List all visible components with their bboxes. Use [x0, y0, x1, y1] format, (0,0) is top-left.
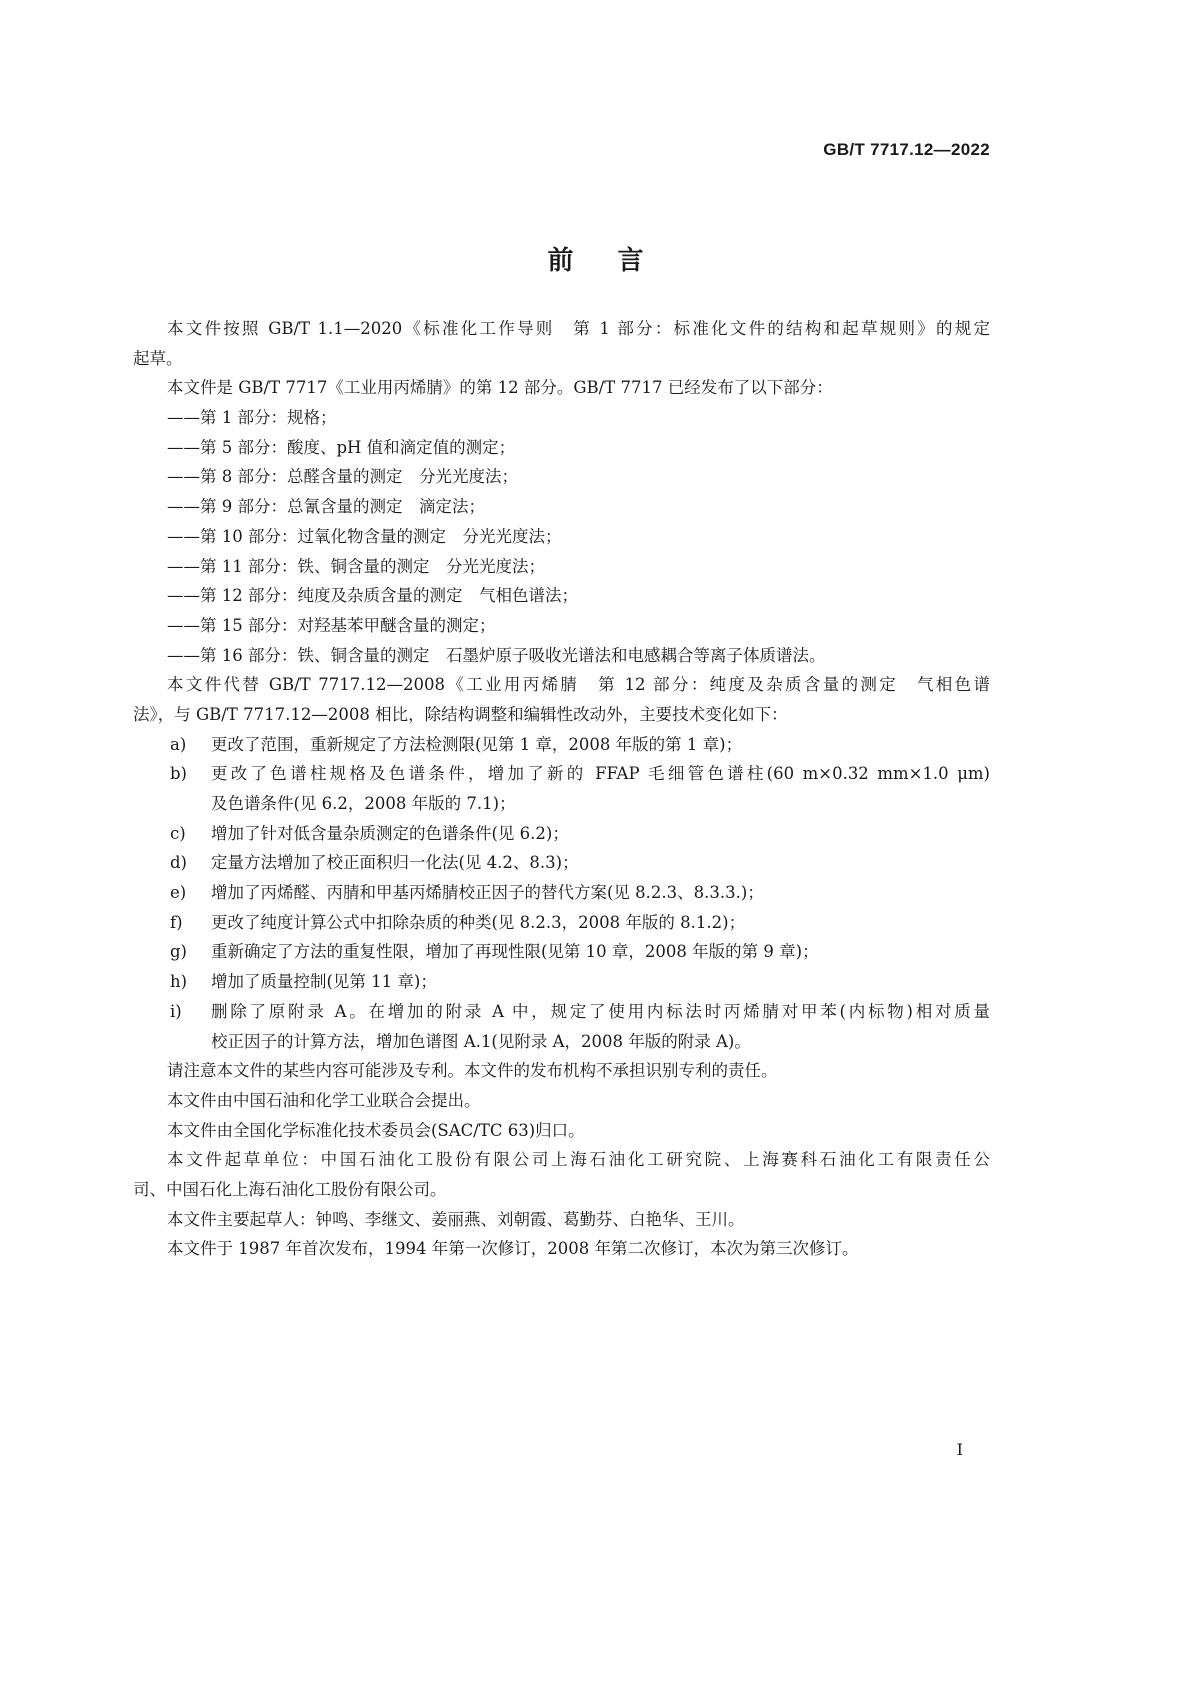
change-item-text: 更改了纯度计算公式中扣除杂质的种类(见 8.2.3，2008 年版的 8.1.2)；: [211, 912, 746, 932]
change-item-label: i): [170, 1001, 182, 1021]
paragraph-line: 法》，与 GB/T 7717.12—2008 相比，除结构调整和编辑性改动外，主要技术变化如下：: [133, 704, 788, 724]
change-item-text: 定量方法增加了校正面积归一化法(见 4.2、8.3)；: [211, 853, 579, 873]
change-item-label: f): [170, 912, 183, 932]
change-item-text: 增加了针对低含量杂质测定的色谱条件(见 6.2)；: [211, 823, 569, 843]
standard-number: GB/T 7717.12—2022: [823, 140, 990, 159]
document-body: [133, 314, 990, 1264]
parts-list: [133, 403, 990, 670]
paragraph: 本文件主要起草人：钟鸣、李继文、姜丽燕、刘朝霞、葛勤芬、白艳华、王川。: [167, 1209, 745, 1229]
parts-list-item: ——第 11 部分：铁、铜含量的测定 分光光度法；: [167, 556, 545, 576]
paragraph-line: 司、中国石化上海石油化工股份有限公司。: [133, 1179, 447, 1199]
paragraph-line: 起草。: [133, 348, 183, 368]
change-item-label: d): [170, 853, 187, 873]
change-item-label: g): [170, 942, 187, 962]
change-item: [133, 878, 990, 908]
change-item: [133, 937, 990, 967]
change-item: [133, 789, 990, 819]
paragraph: 本文件由全国化学标准化技术委员会(SAC/TC 63)归口。: [167, 1120, 585, 1140]
change-item-label: a): [170, 734, 187, 754]
paragraph-line: 本文件代替 GB/T 7717.12—2008《工业用丙烯腈 第 12 部分：纯度及杂质含量的测定 气相色谱: [167, 675, 990, 695]
paragraph: 本文件于 1987 年首次发布，1994 年第一次修订，2008 年第二次修订，本次为第三次修订。: [167, 1239, 859, 1259]
parts-list-item: ——第 1 部分：规格；: [167, 408, 337, 428]
change-item-text: 重新确定了方法的重复性限，增加了再现性限(见第 10 章，2008 年版的第 9 章)；: [211, 942, 819, 962]
paragraph-line: 本文件按照 GB/T 1.1—2020《标准化工作导则 第 1 部分：标准化文件的结构和起草规则》的规定: [167, 319, 990, 338]
change-item: [133, 908, 990, 938]
change-item: [133, 967, 990, 997]
change-item: [133, 997, 990, 1027]
parts-list-item: ——第 9 部分：总氰含量的测定 滴定法；: [167, 497, 485, 517]
parts-list-item: ——第 8 部分：总醛含量的测定 分光光度法；: [167, 467, 518, 487]
change-item-text: 及色谱条件(见 6.2，2008 年版的 7.1)；: [211, 794, 516, 813]
change-item-label: b): [170, 764, 187, 784]
change-item-label: c): [170, 823, 186, 843]
parts-list-item: ——第 5 部分：酸度、pH 值和滴定值的测定；: [167, 437, 516, 457]
parts-list-item: ——第 15 部分：对羟基苯甲醚含量的测定；: [167, 615, 496, 635]
change-item: [133, 848, 990, 878]
change-item: [133, 1027, 990, 1057]
paragraph: 请注意本文件的某些内容可能涉及专利。本文件的发布机构不承担识别专利的责任。: [167, 1061, 778, 1081]
change-item-text: 更改了范围，重新规定了方法检测限(见第 1 章，2008 年版的第 1 章)；: [211, 734, 743, 754]
paragraph-line: 本文件起草单位：中国石油化工股份有限公司上海石油化工研究院、上海赛科石油化工有限责任公: [167, 1150, 990, 1170]
change-item-text: 增加了质量控制(见第 11 章)；: [211, 972, 437, 992]
change-item-text: 更改了色谱柱规格及色谱条件，增加了新的 FFAP 毛细管色谱柱(60 m×0.32 mm×1.0 μm): [211, 764, 990, 784]
change-item: [133, 819, 990, 849]
change-item-text: 增加了丙烯醛、丙腈和甲基丙烯腈校正因子的替代方案(见 8.2.3、8.3.3.)；: [211, 883, 764, 903]
change-item: [133, 759, 990, 789]
change-item: [133, 730, 990, 760]
paragraph: 本文件是 GB/T 7717《工业用丙烯腈》的第 12 部分。GB/T 7717 已经发布了以下部分：: [167, 378, 833, 398]
change-item-text: 删除了原附录 A。在增加的附录 A 中，规定了使用内标法时丙烯腈对甲苯(内标物)相对质量: [211, 1001, 990, 1021]
paragraph: 本文件由中国石油和化学工业联合会提出。: [167, 1090, 481, 1110]
changes-list: [133, 730, 990, 1057]
page-number: I: [956, 1440, 963, 1459]
change-item-label: h): [170, 972, 188, 992]
parts-list-item: ——第 10 部分：过氧化物含量的测定 分光光度法；: [167, 526, 562, 546]
page-title: 前言: [547, 246, 688, 276]
change-item-label: e): [170, 883, 187, 903]
change-item-text: 校正因子的计算方法，增加色谱图 A.1(见附录 A，2008 年版的附录 A)。: [211, 1031, 751, 1051]
parts-list-item: ——第 16 部分：铁、铜含量的测定 石墨炉原子吸收光谱法和电感耦合等离子体质谱法。: [167, 645, 826, 665]
parts-list-item: ——第 12 部分：纯度及杂质含量的测定 气相色谱法；: [167, 586, 578, 606]
